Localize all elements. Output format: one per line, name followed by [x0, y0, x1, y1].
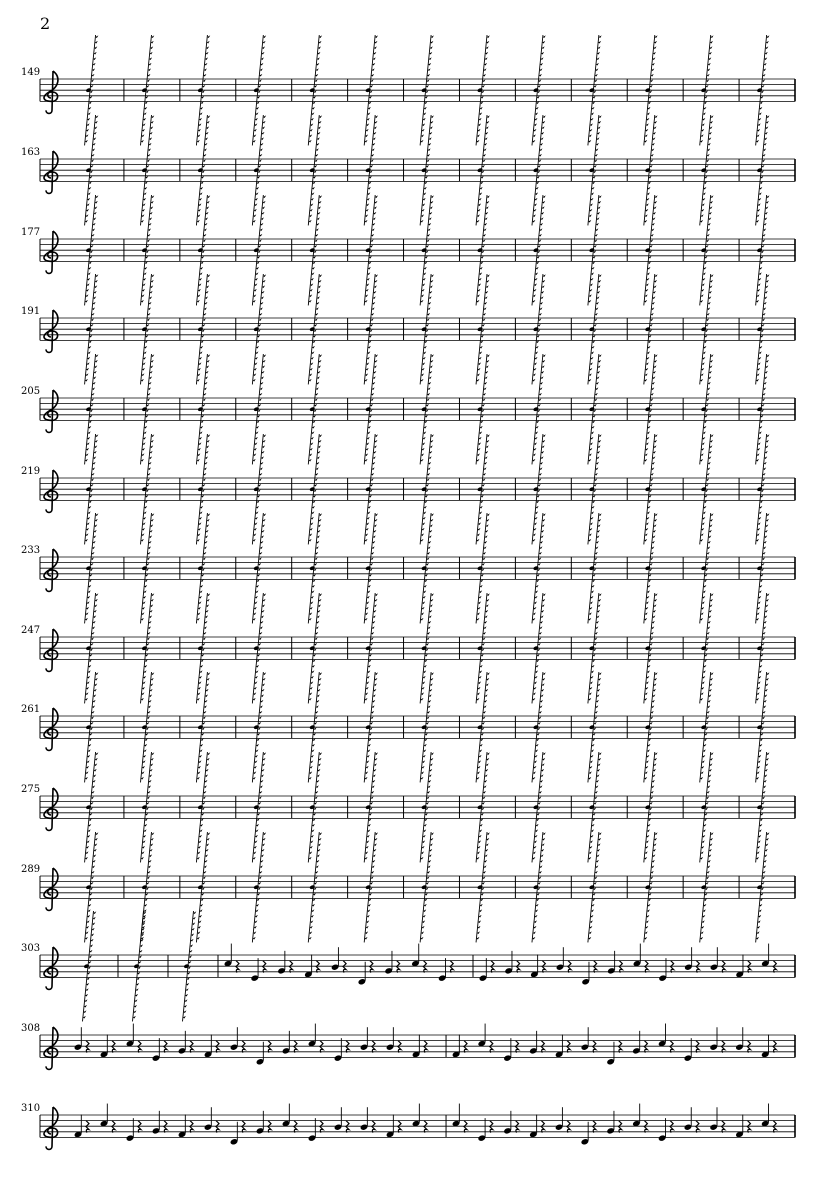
note — [251, 958, 260, 982]
staff-system — [21, 513, 795, 623]
note — [709, 1027, 718, 1051]
treble-clef-icon — [44, 947, 58, 989]
staff-system — [21, 832, 795, 942]
measure-number: 177 — [21, 227, 41, 238]
measure-number: 233 — [21, 545, 41, 556]
staff-system — [21, 195, 795, 305]
note — [632, 1031, 641, 1055]
note — [503, 1038, 512, 1062]
note — [230, 1122, 239, 1146]
note — [684, 1038, 693, 1062]
note — [479, 958, 488, 982]
note — [360, 1027, 369, 1051]
note — [684, 947, 693, 971]
staff-system — [21, 354, 795, 464]
note — [658, 958, 667, 982]
note — [438, 958, 447, 982]
treble-clef-icon — [44, 71, 58, 113]
treble-clef-icon — [44, 390, 58, 432]
note — [358, 962, 367, 986]
note — [478, 1118, 487, 1142]
staff-system — [21, 672, 795, 782]
note — [360, 1107, 369, 1131]
treble-clef-icon — [44, 310, 58, 352]
note — [386, 1027, 395, 1051]
note — [204, 1107, 213, 1131]
note — [581, 1027, 590, 1051]
note — [334, 1107, 343, 1131]
treble-clef-icon — [44, 151, 58, 193]
note — [74, 1027, 83, 1051]
treble-clef-icon — [44, 231, 58, 273]
staff-system — [21, 593, 795, 703]
measure-number: 308 — [21, 1023, 41, 1034]
note — [555, 1107, 564, 1131]
note — [606, 1111, 615, 1135]
note — [709, 1107, 718, 1131]
note — [126, 1118, 135, 1142]
note — [710, 947, 719, 971]
page-number: 2 — [40, 14, 51, 33]
note — [277, 951, 286, 975]
measure-number: 261 — [21, 704, 41, 715]
note — [581, 1122, 590, 1146]
measure-number: 219 — [21, 466, 41, 477]
staff-system — [21, 1023, 795, 1069]
staff-system — [21, 434, 795, 544]
note — [152, 1038, 161, 1062]
measure-number: 275 — [21, 784, 41, 795]
measure-number: 191 — [21, 306, 41, 317]
staff-system — [21, 911, 795, 1021]
note — [503, 1111, 512, 1135]
note — [152, 1111, 161, 1135]
measure-number: 149 — [21, 67, 41, 78]
note — [658, 1118, 667, 1142]
note — [735, 1027, 744, 1051]
treble-clef-icon — [44, 1107, 58, 1149]
note — [308, 1118, 317, 1142]
note — [282, 1031, 291, 1055]
note — [581, 962, 590, 986]
treble-clef-icon — [44, 470, 58, 512]
note — [334, 1038, 343, 1062]
treble-clef-icon — [44, 549, 58, 591]
measure-number: 289 — [21, 864, 41, 875]
note — [529, 1031, 538, 1055]
staff-system — [21, 1103, 795, 1149]
treble-clef-icon — [44, 708, 58, 750]
treble-clef-icon — [44, 629, 58, 671]
staff-system — [21, 35, 795, 145]
staff-system — [21, 115, 795, 225]
note — [684, 1107, 693, 1131]
note — [556, 947, 565, 971]
measure-number: 310 — [21, 1103, 41, 1114]
note — [331, 947, 340, 971]
treble-clef-icon — [44, 788, 58, 830]
note — [384, 951, 393, 975]
note — [256, 1111, 265, 1135]
note — [178, 1031, 187, 1055]
treble-clef-icon — [44, 1027, 58, 1069]
staff-system — [21, 274, 795, 384]
note — [256, 1042, 265, 1066]
staff-system — [21, 752, 795, 862]
measure-number: 247 — [21, 625, 41, 636]
measure-number: 205 — [21, 386, 41, 397]
note — [504, 951, 513, 975]
note — [607, 951, 616, 975]
measure-number: 303 — [21, 943, 41, 954]
treble-clef-icon — [44, 868, 58, 910]
note — [606, 1042, 615, 1066]
measure-number: 163 — [21, 147, 41, 158]
note — [230, 1027, 239, 1051]
